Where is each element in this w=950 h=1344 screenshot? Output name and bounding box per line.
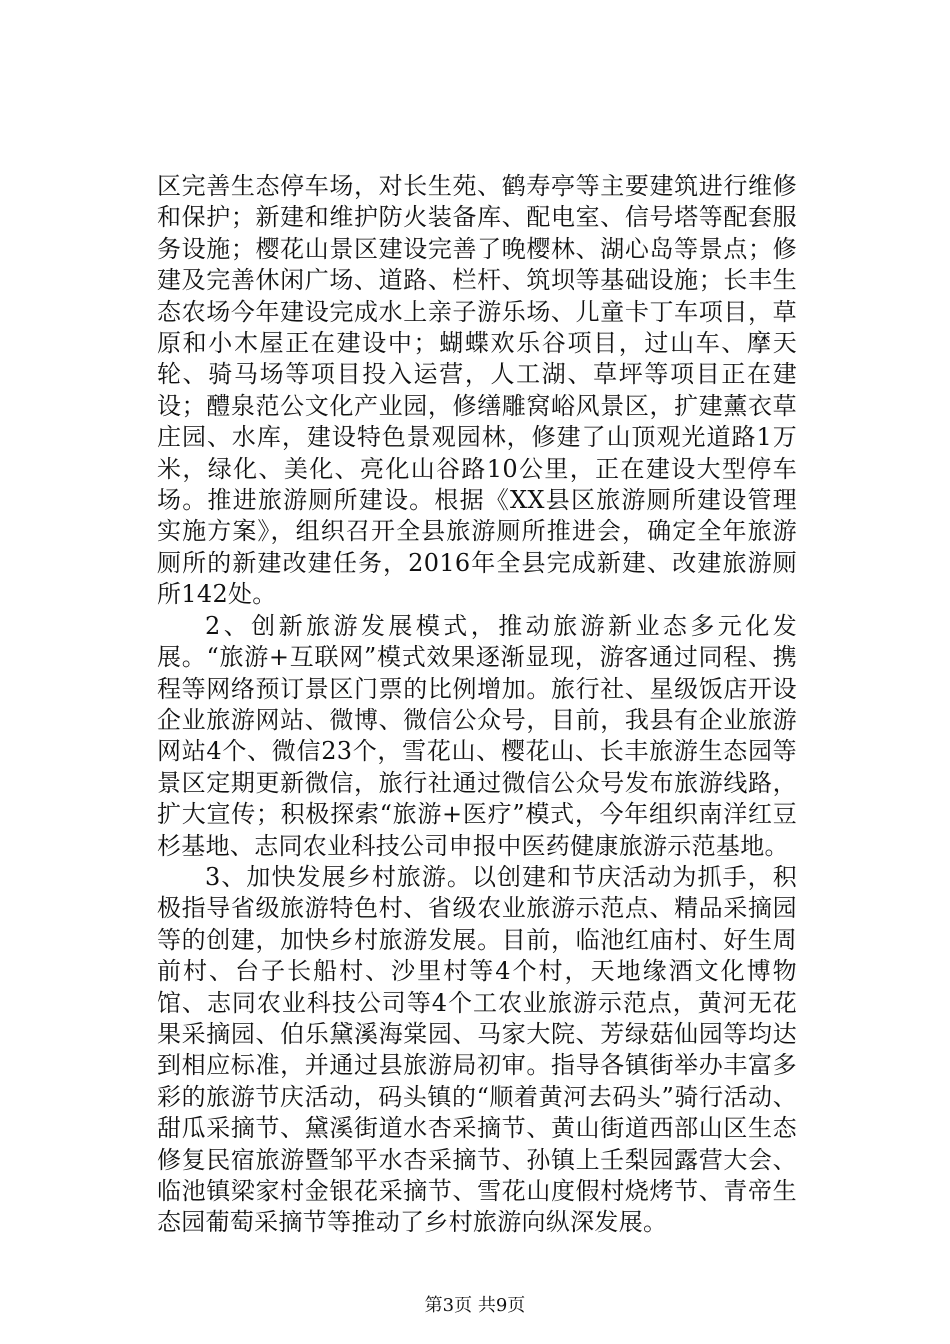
paragraph-innovation-mode: 2、创新旅游发展模式，推动旅游新业态多元化发展。“旅游+互联网”模式效果逐渐显现，游客通过同程、携程等网络预订景区门票的比例增加。旅行社、星级饭店开设企业旅游网站、微博、微信公众号，目前，我县有企业旅游网站4个、微信23个，雪花山、樱花山、长丰旅游生态园等景区定期更新微信，旅行社通过微信公众号发布旅游线路，扩大宣传；积极探索“旅游+医疗”模式，今年组织南洋红豆杉基地、志同农业科技公司申报中医药健康旅游示范基地。 — [157, 611, 797, 860]
paragraph-rural-tourism: 3、加快发展乡村旅游。以创建和节庆活动为抓手，积极指导省级旅游特色村、省级农业旅游示范点、精品采摘园等的创建，加快乡村旅游发展。目前，临池红庙村、好生周前村、台子长船村、沙里村等4个村，天地缘酒文化博物馆、志同农业科技公司等4个工农业旅游示范点，黄河无花果采摘园、伯乐黛溪海棠园、马家大院、芳绿菇仙园等均达到相应标准，并通过县旅游局初审。指导各镇街举办丰富多彩的旅游节庆活动，码头镇的“顺着黄河去码头”骑行活动、甜瓜采摘节、黛溪街道水杏采摘节、黄山街道西部山区生态修复民宿旅游暨邹平水杏采摘节、孙镇上壬梨园露营大会、临池镇梁家村金银花采摘节、雪花山度假村烧烤节、青帝生态园葡萄采摘节等推动了乡村旅游向纵深发展。 — [157, 862, 797, 1237]
document-body — [157, 171, 797, 1239]
paragraph-continued: 区完善生态停车场，对长生苑、鹤寿亭等主要建筑进行维修和保护；新建和维护防火装备库、配电室、信号塔等配套服务设施；樱花山景区建设完善了晚樱林、湖心岛等景点；修建及完善休闲广场、道路、栏杆、筑坝等基础设施；长丰生态农场今年建设完成水上亲子游乐场、儿童卡丁车项目，草原和小木屋正在建设中；蝴蝶欢乐谷项目，过山车、摩天轮、骑马场等项目投入运营，人工湖、草坪等项目正在建设；醴泉范公文化产业园，修缮雕窝峪风景区，扩建薰衣草庄园、水库，建设特色景观园林，修建了山顶观光道路1万米，绿化、美化、亮化山谷路10公里，正在建设大型停车场。推进旅游厕所建设。根据《XX县区旅游厕所建设管理实施方案》，组织召开全县旅游厕所推进会，确定全年旅游厕所的新建改建任务，2016年全县完成新建、改建旅游厕所142处。 — [157, 172, 797, 609]
page-number-footer: 第3页 共9页 — [424, 1295, 526, 1316]
